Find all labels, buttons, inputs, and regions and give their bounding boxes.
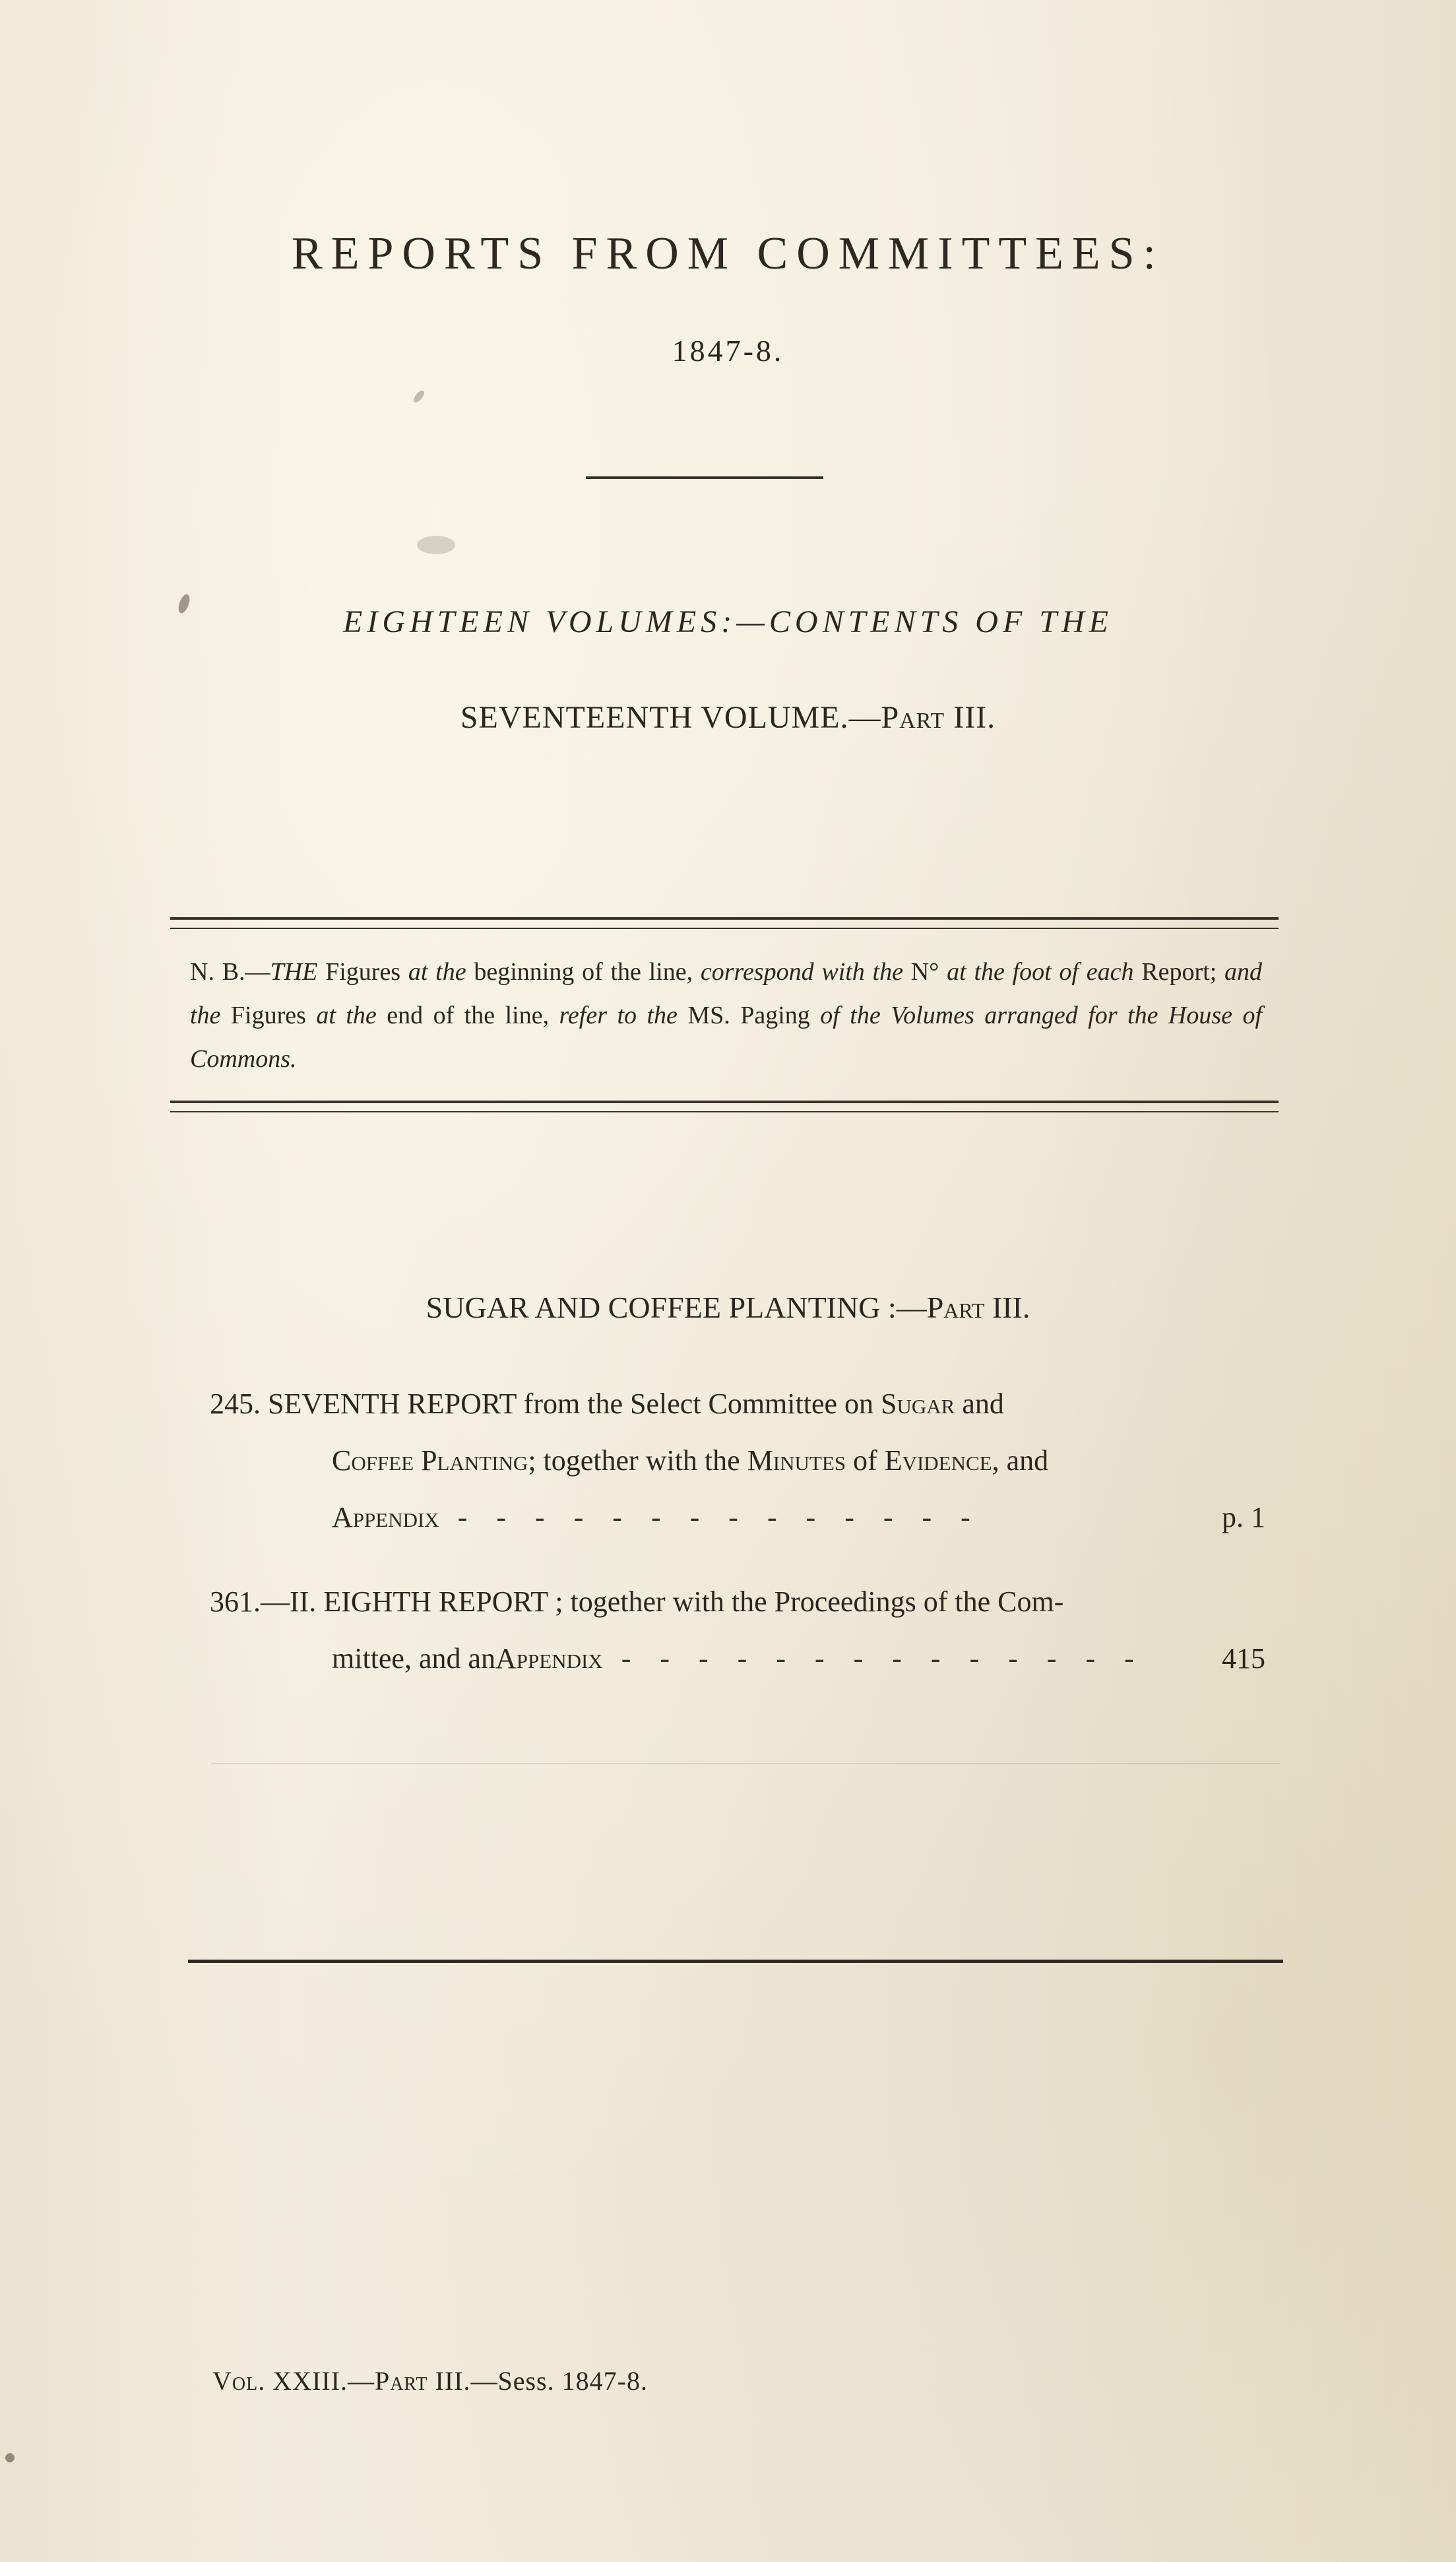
note-and-the: and the [190, 958, 1263, 1029]
entry-text-2: mittee, and an [332, 1642, 496, 1675]
volume-heading-main: SEVENTEENTH VOLUME.— [460, 700, 881, 735]
section-heading-main: SUGAR AND COFFEE PLANTING :— [426, 1291, 927, 1324]
entry-and-2: , and [992, 1444, 1049, 1477]
note-beginning: beginning of the line, [466, 958, 701, 986]
note-end-of-line: end of the line, [376, 1002, 559, 1029]
ink-speck-mark [417, 536, 455, 554]
footer-rest: III.—Sess. 1847-8. [427, 2366, 648, 2396]
entry-sugar: Sugar [881, 1388, 955, 1420]
double-divider-bottom [170, 1101, 1279, 1112]
section-heading-part-word: Part [926, 1291, 985, 1324]
footer-vol: Vol [212, 2366, 259, 2396]
page-title: REPORTS FROM COMMITTEES: [292, 228, 1164, 279]
note-the: THE [270, 958, 318, 986]
faint-show-through-line [211, 1763, 1280, 1764]
entry-text: EIGHTH REPORT ; together with the Proceedings of the Com- [323, 1585, 1064, 1618]
note-number-sign: N° [902, 958, 947, 986]
entry-leader [210, 1489, 1265, 1546]
section-heading-part-num: III. [984, 1291, 1030, 1324]
note-correspond: correspond with the [700, 958, 903, 986]
footer-vol-num: . XXIII.— [258, 2366, 375, 2396]
entry-line [210, 1376, 1265, 1432]
contents-entry-seventh-report [210, 1376, 1265, 1546]
page-footer [212, 2365, 648, 2396]
note-at-the-end: at the [316, 1002, 377, 1029]
entry-continuation [210, 1432, 1265, 1489]
ink-speck-mark [412, 389, 426, 404]
entry-line [210, 1574, 1265, 1630]
entry-page-ref: p. 1 [1222, 1501, 1265, 1533]
volume-heading-part-num: III. [945, 700, 996, 735]
note-figures: Figures [317, 958, 408, 986]
entry-number: 245. [210, 1388, 261, 1420]
volume-heading-part-word: Part [881, 700, 945, 735]
entry-appendix: Appendix [495, 1642, 603, 1675]
note-report: Report; [1133, 958, 1225, 986]
note-nb: N. B.— [190, 958, 270, 986]
volumes-heading: EIGHTEEN VOLUMES:—CONTENTS OF THE [343, 604, 1113, 639]
entry-coffee-planting: Coffee Planting [332, 1444, 528, 1477]
note-refer-to-the: refer to the [559, 1002, 678, 1029]
note-of-the-volumes: of the Volumes arranged for the House of Commons. [190, 1002, 1263, 1073]
nota-bene-note [190, 950, 1262, 1081]
entry-of: of [846, 1444, 885, 1477]
section-heading [0, 1290, 1456, 1325]
ink-speck-mark [5, 2453, 15, 2462]
entry-page-ref: 415 [1222, 1642, 1265, 1675]
entry-and: and [955, 1388, 1004, 1420]
contents-entry-eighth-report [210, 1574, 1265, 1687]
entry-together: ; together with the [528, 1444, 747, 1477]
entry-text: SEVENTH REPORT from the Select Committee on [268, 1388, 881, 1420]
entry-minutes: Minutes [747, 1444, 846, 1477]
entry-number: 361.—II. [210, 1585, 317, 1618]
entry-leader [210, 1630, 1265, 1687]
entry-appendix: Appendix [332, 1501, 439, 1533]
bottom-divider [188, 1960, 1283, 1963]
leader-dots: -------------- [621, 1642, 1163, 1675]
note-figures-2: Figures [220, 1002, 317, 1029]
session-year: 1847-8. [672, 334, 784, 368]
leader-dots: -------------- [457, 1501, 999, 1533]
note-ms-paging: MS. Paging [677, 1002, 821, 1029]
double-divider-top [170, 917, 1279, 929]
footer-part-word: Part [374, 2366, 428, 2396]
volume-heading [0, 699, 1456, 736]
entry-evidence: Evidence [884, 1444, 992, 1477]
short-divider [586, 476, 823, 479]
note-at-the-foot: at the foot of each [947, 958, 1134, 986]
note-at-the: at the [408, 958, 466, 986]
